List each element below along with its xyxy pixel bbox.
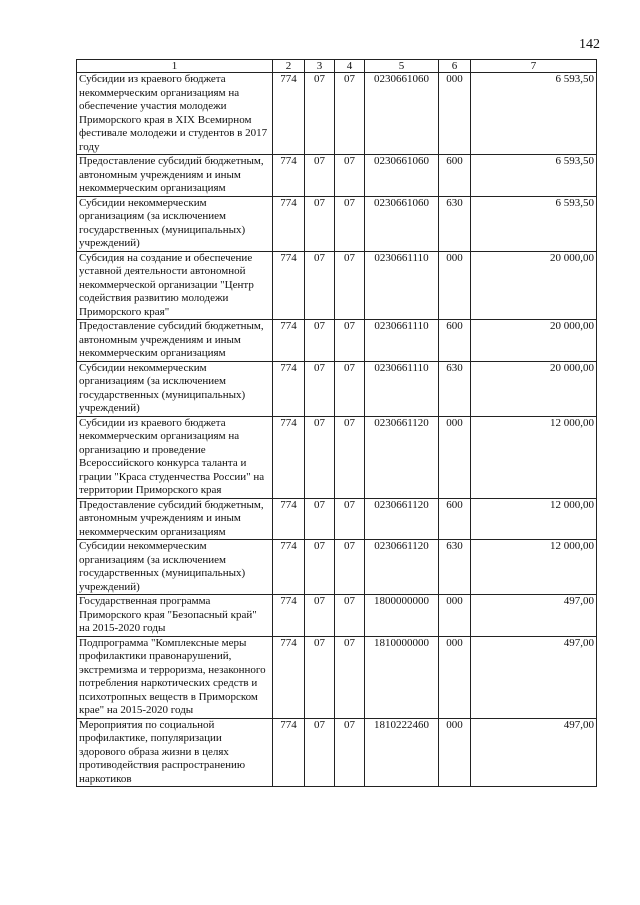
row-code-section: 07 xyxy=(305,196,335,251)
row-amount: 497,00 xyxy=(471,718,597,787)
row-code-target: 0230661110 xyxy=(365,320,439,362)
row-code-ministry: 774 xyxy=(273,416,305,498)
row-code-expense: 000 xyxy=(439,595,471,637)
row-code-section: 07 xyxy=(305,361,335,416)
row-code-ministry: 774 xyxy=(273,540,305,595)
row-code-ministry: 774 xyxy=(273,718,305,787)
row-code-section: 07 xyxy=(305,251,335,320)
row-code-expense: 000 xyxy=(439,718,471,787)
row-name: Субсидии некоммерческим организациям (за исключением государственных (муниципальных) учреждений) xyxy=(77,361,273,416)
row-code-section: 07 xyxy=(305,155,335,197)
row-code-subsection: 07 xyxy=(335,540,365,595)
table-row xyxy=(77,73,597,155)
column-header: 1 xyxy=(77,60,273,73)
table-row xyxy=(77,251,597,320)
row-code-section: 07 xyxy=(305,718,335,787)
row-code-ministry: 774 xyxy=(273,155,305,197)
table-row xyxy=(77,361,597,416)
row-code-ministry: 774 xyxy=(273,636,305,718)
row-code-target: 0230661060 xyxy=(365,73,439,155)
row-code-expense: 000 xyxy=(439,416,471,498)
row-code-target: 0230661120 xyxy=(365,498,439,540)
table-row xyxy=(77,718,597,787)
row-code-expense: 630 xyxy=(439,361,471,416)
row-code-section: 07 xyxy=(305,540,335,595)
row-code-subsection: 07 xyxy=(335,251,365,320)
row-code-expense: 000 xyxy=(439,251,471,320)
row-amount: 6 593,50 xyxy=(471,155,597,197)
page-number: 142 xyxy=(579,37,600,52)
table-row xyxy=(77,540,597,595)
row-code-target: 0230661120 xyxy=(365,540,439,595)
row-code-subsection: 07 xyxy=(335,416,365,498)
row-code-subsection: 07 xyxy=(335,196,365,251)
row-code-subsection: 07 xyxy=(335,595,365,637)
row-code-subsection: 07 xyxy=(335,498,365,540)
row-name: Государственная программа Приморского края "Безопасный край" на 2015-2020 годы xyxy=(77,595,273,637)
column-header: 2 xyxy=(273,60,305,73)
row-code-ministry: 774 xyxy=(273,498,305,540)
table-row xyxy=(77,155,597,197)
row-amount: 20 000,00 xyxy=(471,251,597,320)
row-code-target: 0230661110 xyxy=(365,251,439,320)
row-code-subsection: 07 xyxy=(335,636,365,718)
row-code-section: 07 xyxy=(305,595,335,637)
row-amount: 20 000,00 xyxy=(471,320,597,362)
row-code-target: 1800000000 xyxy=(365,595,439,637)
row-amount: 497,00 xyxy=(471,636,597,718)
table-row xyxy=(77,595,597,637)
row-amount: 12 000,00 xyxy=(471,498,597,540)
row-amount: 12 000,00 xyxy=(471,540,597,595)
row-amount: 20 000,00 xyxy=(471,361,597,416)
row-code-section: 07 xyxy=(305,416,335,498)
row-code-expense: 630 xyxy=(439,196,471,251)
row-name: Подпрограмма "Комплексные меры профилактики правонарушений, экстремизма и терроризма, незаконного потребления наркотических средств и психотропных веществ в Приморском крае" на 2015-2020 годы xyxy=(77,636,273,718)
column-header: 5 xyxy=(365,60,439,73)
row-code-subsection: 07 xyxy=(335,718,365,787)
table-row xyxy=(77,320,597,362)
column-header: 6 xyxy=(439,60,471,73)
row-code-ministry: 774 xyxy=(273,595,305,637)
row-code-subsection: 07 xyxy=(335,320,365,362)
row-code-expense: 000 xyxy=(439,636,471,718)
row-code-section: 07 xyxy=(305,498,335,540)
row-code-subsection: 07 xyxy=(335,361,365,416)
row-code-ministry: 774 xyxy=(273,320,305,362)
row-name: Предоставление субсидий бюджетным, автономным учреждениям и иным некоммерческим организациям xyxy=(77,498,273,540)
row-name: Предоставление субсидий бюджетным, автономным учреждениям и иным некоммерческим организациям xyxy=(77,155,273,197)
row-name: Субсидии некоммерческим организациям (за исключением государственных (муниципальных) учреждений) xyxy=(77,540,273,595)
table-row xyxy=(77,498,597,540)
column-header: 3 xyxy=(305,60,335,73)
row-code-subsection: 07 xyxy=(335,155,365,197)
table-row xyxy=(77,636,597,718)
row-code-ministry: 774 xyxy=(273,196,305,251)
row-name: Субсидии некоммерческим организациям (за исключением государственных (муниципальных) учреждений) xyxy=(77,196,273,251)
row-code-section: 07 xyxy=(305,73,335,155)
budget-table xyxy=(76,59,597,787)
table-row xyxy=(77,416,597,498)
row-code-expense: 600 xyxy=(439,155,471,197)
row-amount: 12 000,00 xyxy=(471,416,597,498)
table-row xyxy=(77,196,597,251)
row-code-expense: 630 xyxy=(439,540,471,595)
column-header: 7 xyxy=(471,60,597,73)
row-name: Мероприятия по социальной профилактике, популяризации здорового образа жизни в целях противодействия распространению наркотиков xyxy=(77,718,273,787)
row-amount: 6 593,50 xyxy=(471,196,597,251)
row-code-ministry: 774 xyxy=(273,251,305,320)
row-name: Предоставление субсидий бюджетным, автономным учреждениям и иным некоммерческим организациям xyxy=(77,320,273,362)
row-code-target: 0230661120 xyxy=(365,416,439,498)
row-code-target: 1810222460 xyxy=(365,718,439,787)
row-amount: 6 593,50 xyxy=(471,73,597,155)
row-amount: 497,00 xyxy=(471,595,597,637)
row-code-subsection: 07 xyxy=(335,73,365,155)
row-name: Субсидии из краевого бюджета некоммерческим организациям на организацию и проведение Всероссийского конкурса таланта и грации "Краса студенчества России" на территории Приморского края xyxy=(77,416,273,498)
row-code-expense: 600 xyxy=(439,320,471,362)
row-code-ministry: 774 xyxy=(273,361,305,416)
header-row xyxy=(77,60,597,73)
row-code-target: 0230661060 xyxy=(365,196,439,251)
row-code-target: 0230661060 xyxy=(365,155,439,197)
row-code-target: 1810000000 xyxy=(365,636,439,718)
row-code-expense: 600 xyxy=(439,498,471,540)
row-code-target: 0230661110 xyxy=(365,361,439,416)
row-code-section: 07 xyxy=(305,320,335,362)
row-code-expense: 000 xyxy=(439,73,471,155)
row-code-ministry: 774 xyxy=(273,73,305,155)
row-name: Субсидия на создание и обеспечение уставной деятельности автономной некоммерческой организации "Центр содействия развитию молодежи Приморского края" xyxy=(77,251,273,320)
column-header: 4 xyxy=(335,60,365,73)
row-code-section: 07 xyxy=(305,636,335,718)
row-name: Субсидии из краевого бюджета некоммерческим организациям на обеспечение участия молодежи Приморского края в XIX Всемирном фестивале молодежи и студентов в 2017 году xyxy=(77,73,273,155)
